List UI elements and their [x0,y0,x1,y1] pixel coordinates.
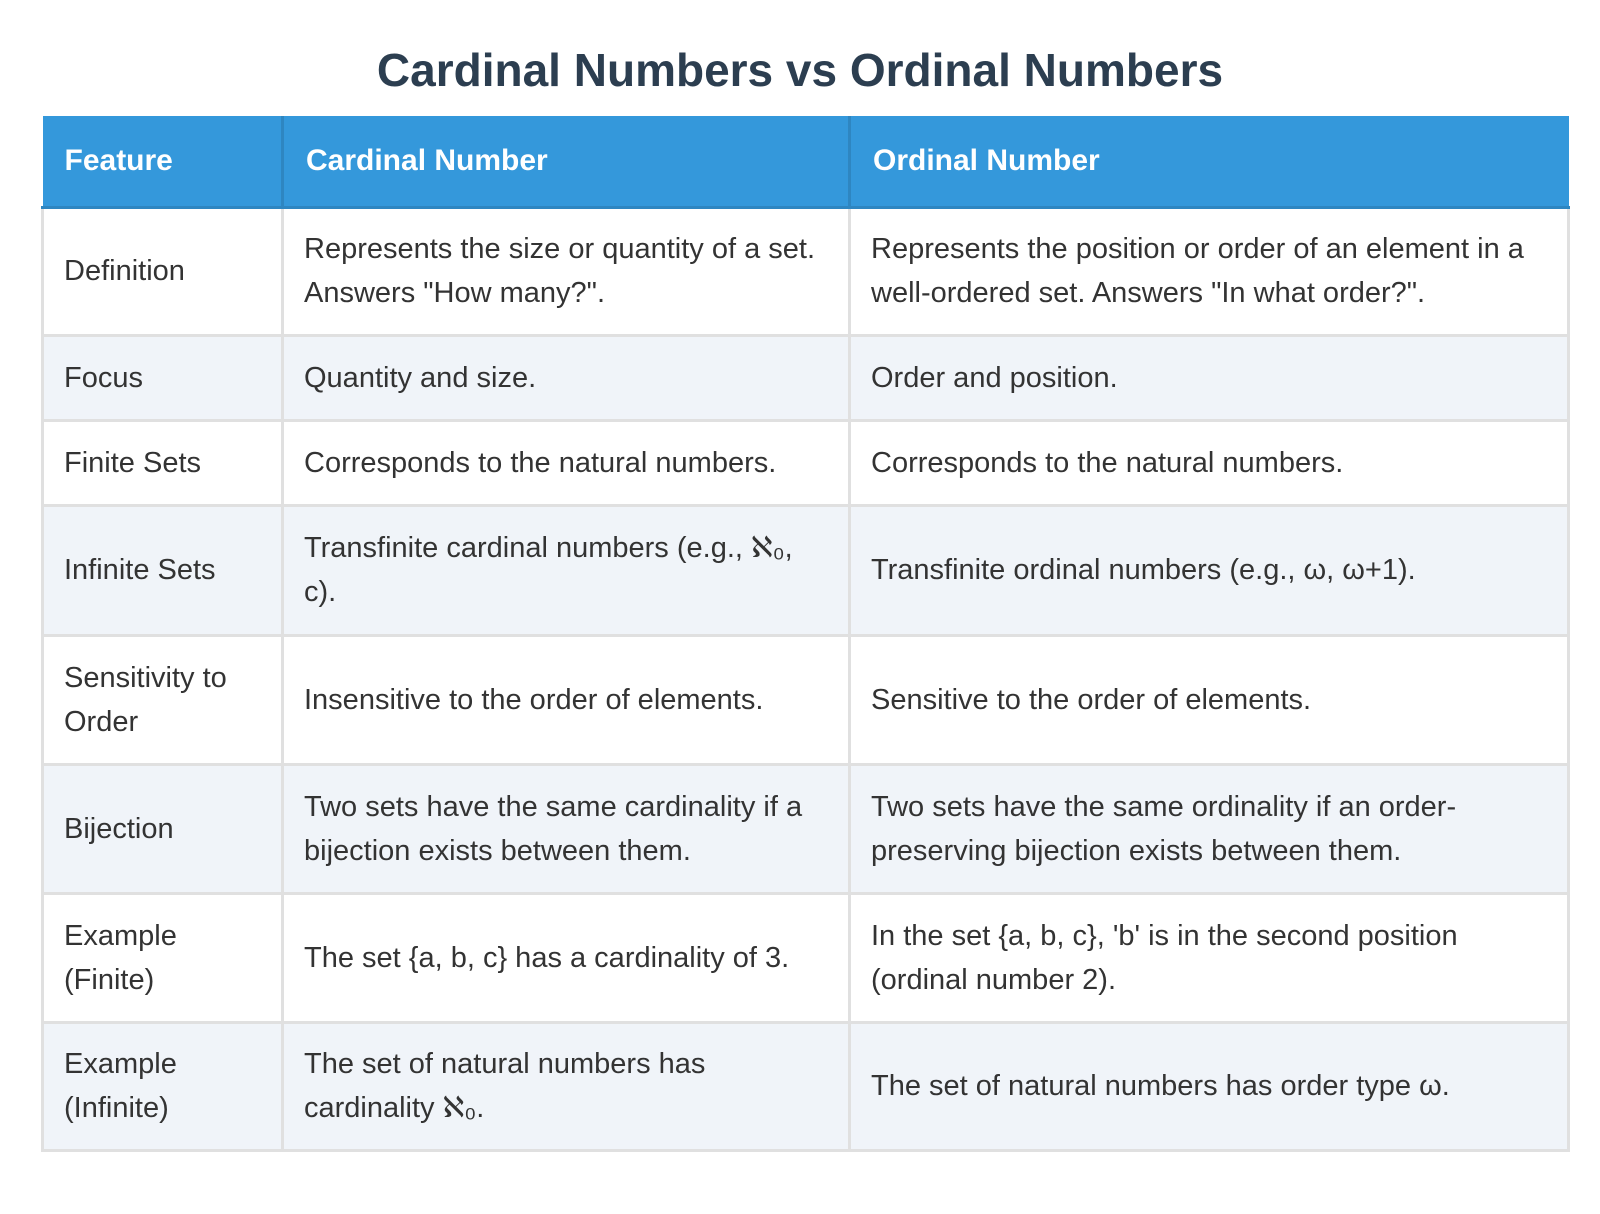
header-ordinal: Ordinal Number [850,116,1569,207]
table-row [43,635,1569,764]
feature-cell: Sensitivity to Order [43,635,283,764]
comparison-table [41,116,1570,1152]
ordinal-cell: Order and position. [850,335,1569,420]
table-row [43,764,1569,893]
table-header-row [43,116,1569,207]
cardinal-cell: Transfinite cardinal numbers (e.g., ℵ₀, c). [283,505,850,635]
cardinal-cell: The set {a, b, c} has a cardinality of 3. [283,893,850,1022]
feature-cell: Example (Infinite) [43,1022,283,1150]
feature-cell: Finite Sets [43,420,283,505]
ordinal-cell: The set of natural numbers has order type ω. [850,1022,1569,1150]
cardinal-cell: The set of natural numbers has cardinality ℵ₀. [283,1022,850,1150]
ordinal-cell: Sensitive to the order of elements. [850,635,1569,764]
cardinal-cell: Two sets have the same cardinality if a bijection exists between them. [283,764,850,893]
header-feature: Feature [43,116,283,207]
table-row [43,207,1569,335]
cardinal-cell: Corresponds to the natural numbers. [283,420,850,505]
ordinal-cell: Transfinite ordinal numbers (e.g., ω, ω+1). [850,505,1569,635]
feature-cell: Focus [43,335,283,420]
header-cardinal: Cardinal Number [283,116,850,207]
feature-cell: Bijection [43,764,283,893]
table-row [43,505,1569,635]
cardinal-cell: Quantity and size. [283,335,850,420]
table-row [43,893,1569,1022]
page-title: Cardinal Numbers vs Ordinal Numbers [376,44,1224,96]
table-row [43,1022,1569,1150]
table-row [43,335,1569,420]
ordinal-cell: In the set {a, b, c}, 'b' is in the second position (ordinal number 2). [850,893,1569,1022]
feature-cell: Example (Finite) [43,893,283,1022]
ordinal-cell: Corresponds to the natural numbers. [850,420,1569,505]
cardinal-cell: Represents the size or quantity of a set. Answers "How many?". [283,207,850,335]
cardinal-cell: Insensitive to the order of elements. [283,635,850,764]
feature-cell: Infinite Sets [43,505,283,635]
feature-cell: Definition [43,207,283,335]
ordinal-cell: Represents the position or order of an element in a well-ordered set. Answers "In what order?". [850,207,1569,335]
table-row [43,420,1569,505]
ordinal-cell: Two sets have the same ordinality if an order-preserving bijection exists between them. [850,764,1569,893]
